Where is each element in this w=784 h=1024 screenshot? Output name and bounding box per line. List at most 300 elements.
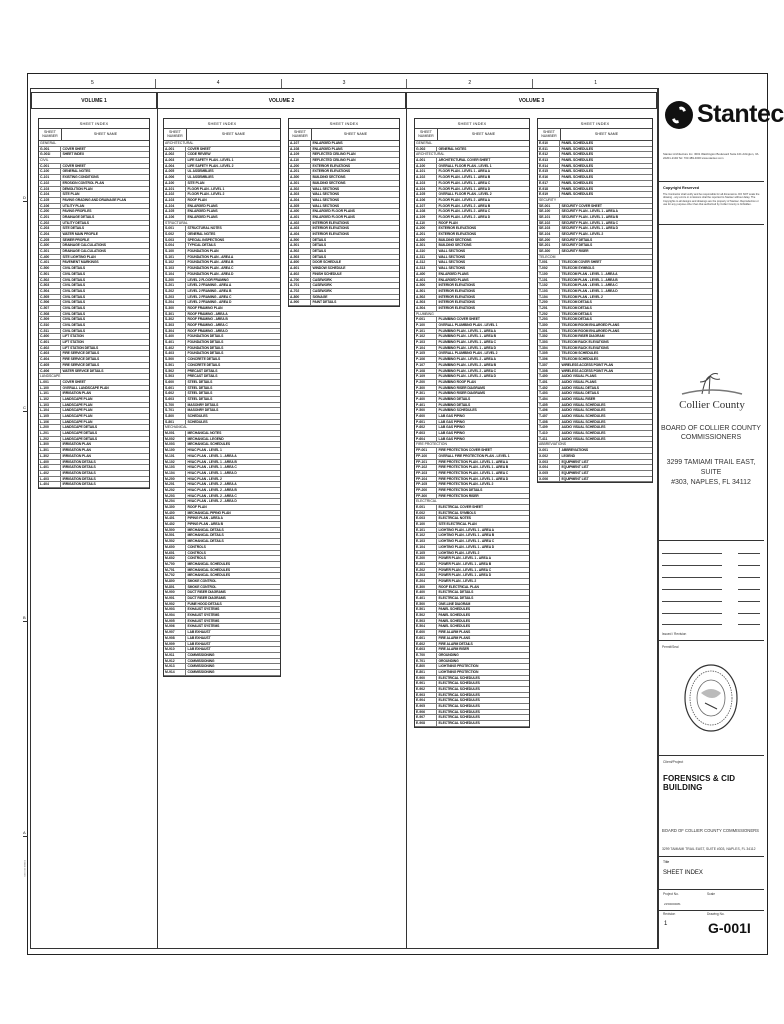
- sheet-number-cell: ELECTRICAL: [416, 499, 437, 504]
- sheet-number-cell: T-403: [538, 391, 560, 396]
- sheet-name-cell: ROOF FRAMING - AREA B: [187, 317, 228, 322]
- sheet-name-cell: GROUNDING: [438, 658, 459, 663]
- sheet-number-cell: M-910: [164, 647, 186, 652]
- sheet-name-cell: AUDIO VISUAL SCHEDULES: [561, 431, 606, 436]
- sheet-name-cell: SECURITY PLAN - LEVEL 1 - AREA C: [561, 220, 619, 225]
- sheet-number-cell: M-202: [164, 488, 186, 493]
- sheet-number-cell: SE-001: [538, 204, 560, 209]
- sheet-name-cell: HVAC PLAN - LEVEL 2: [187, 476, 222, 481]
- sheet-name-cell: STEEL DETAILS: [187, 391, 213, 396]
- sheet-name-cell: FIRE ALARM DETAILS: [438, 641, 473, 646]
- sheet-number-cell: X-002: [538, 454, 560, 459]
- sheet-name-cell: FIRE PROTECTION PLAN - LEVEL 1 - AREA D: [438, 476, 509, 481]
- sheet-name-cell: LAB EXHAUST: [187, 630, 211, 635]
- sheet-number-cell: A-402: [289, 221, 311, 226]
- column-divider: [406, 92, 407, 949]
- sheet-number-cell: E-915: [538, 169, 560, 174]
- sheet-name-cell: DUCT RISER DIAGRAMS: [187, 590, 226, 595]
- sheet-number-cell: E-203: [415, 573, 437, 578]
- sheet-name-cell: ELECTRICAL SYMBOLS: [438, 510, 476, 515]
- sheet-number-cell: C-401: [39, 260, 61, 265]
- sheet-number-cell: S-203: [164, 295, 186, 300]
- sheet-number-cell: P-101: [415, 329, 437, 334]
- sheet-name-cell: INTERIOR ELEVATIONS: [312, 232, 349, 236]
- sheet-number-cell: S-300: [164, 306, 186, 311]
- sheet-number-cell: T-306: [538, 357, 560, 362]
- sheet-number-cell: C-504: [39, 289, 61, 294]
- stantec-logo-text: Stantec: [697, 100, 784, 128]
- sheet-number-cell: PLUMBING: [416, 311, 434, 316]
- zone-label: 3: [282, 79, 408, 88]
- sheet-name-cell: ENLARGED PLANS: [187, 209, 218, 214]
- sheet-name-cell: FIRE PROTECTION PLAN - LEVEL 1 - AREA C: [438, 470, 509, 475]
- sheet-number-cell: A-400: [289, 209, 311, 214]
- sheet-name-cell: MECHANICAL LEGEND: [187, 436, 224, 441]
- sheet-number-cell: GENERAL: [40, 141, 57, 145]
- sheet-name-cell: CONTROLS: [187, 544, 206, 549]
- divider: [658, 224, 764, 225]
- sheet-number-cell: A-800: [289, 295, 311, 300]
- sheet-number-cell: S-800: [164, 414, 186, 419]
- sheet-name-cell: [560, 255, 652, 260]
- sheet-number-cell: L-401: [39, 465, 61, 470]
- table-header-row: [39, 129, 149, 141]
- sheet-name-cell: TELECOM PLAN - LEVEL 1 - AREA D: [561, 288, 618, 293]
- sheet-name-cell: TELECOM RACK ELEVATIONS: [561, 340, 609, 345]
- sheet-name-cell: CIVIL DETAILS: [62, 328, 85, 333]
- zone-label: 1: [594, 80, 597, 86]
- sheet-name-cell: TELECOM SCHEDULES: [561, 357, 599, 362]
- sheet-name-cell: DUCT RISER DIAGRAMS: [187, 596, 226, 600]
- sheet-number-cell: P-107: [415, 363, 437, 368]
- sheet-number-cell: P-401: [415, 403, 437, 408]
- sheet-number-cell: L-104: [39, 408, 61, 413]
- sheet-name-cell: HVAC PLAN - LEVEL 1 - AREA A: [187, 453, 237, 458]
- sheet-name-cell: COMMISSIONING: [187, 664, 215, 669]
- sheet-name-cell: FIRE ALARM RISER: [438, 647, 469, 652]
- sheet-name-cell: TELECOM COVER SHEET: [561, 260, 602, 265]
- title-block: [658, 88, 764, 949]
- sheet-number-cell: A-701: [289, 283, 311, 288]
- sheet-number-cell: A-004: [164, 164, 186, 169]
- sheet-number-cell: E-914: [538, 164, 560, 169]
- sheet-name-cell: CONCRETE DETAILS: [187, 357, 221, 362]
- sheet-number-cell: E-918: [538, 187, 560, 192]
- sheet-name-cell: EXTERIOR ELEVATIONS: [312, 163, 351, 168]
- sheet-name-cell: PANEL SCHEDULES: [561, 175, 594, 180]
- sheet-number-cell: E-801: [415, 670, 437, 675]
- zone-strip: [30, 79, 658, 88]
- sheet-name-cell: ELECTRICAL SCHEDULES: [438, 692, 480, 697]
- sheet-name-cell: EXHAUST SYSTEMS: [187, 618, 220, 623]
- sheet-name-cell: MECHANICAL SCHEDULES: [187, 567, 231, 572]
- sheet-name-cell: OVERALL FIRE PROTECTION PLAN - LEVEL 1: [438, 453, 510, 458]
- sheet-name-cell: [61, 158, 149, 163]
- sheet-name-cell: MECHANICAL DETAILS: [187, 527, 224, 532]
- sheet-number-cell: A-104: [164, 204, 186, 209]
- stantec-logo-icon: [665, 101, 693, 129]
- sheet-name-cell: LANDSCAPE PLAN: [62, 414, 93, 418]
- sheet-number-cell: X-005: [538, 471, 560, 476]
- sheet-number-cell: C-605: [39, 363, 61, 368]
- zone-tick-label: D: [23, 195, 26, 200]
- sheet-number-cell: SE-103: [538, 226, 560, 231]
- sheet-number-cell: G-002: [415, 147, 437, 152]
- sheet-name-cell: DETAILS: [312, 243, 327, 248]
- sheet-number-cell: S-201: [164, 283, 186, 288]
- sheet-name-cell: PANEL SCHEDULES: [561, 163, 594, 168]
- table-row: [538, 477, 652, 483]
- sheet-name-cell: IRRIGATION DETAILS: [62, 459, 96, 464]
- sheet-name-cell: FLOOR PLAN - LEVEL 1: [187, 186, 225, 191]
- sheet-name-cell: CIVIL DETAILS: [62, 305, 85, 310]
- sheet-number-cell: T-102: [538, 283, 560, 288]
- sheet-name-cell: PLUMBING PLAN - LEVEL 2 - AREA A: [438, 357, 496, 362]
- sheet-name-cell: MECHANICAL PIPING PLAN: [187, 510, 231, 515]
- sheet-name-cell: [437, 499, 529, 504]
- sheet-name-cell: FOUNDATION DETAILS: [187, 345, 224, 350]
- sheet-number-cell: E-502: [415, 613, 437, 618]
- sheet-name-cell: SIGNAGE: [312, 294, 328, 299]
- sheet-number-cell: X-004: [538, 465, 560, 470]
- sheet-number-cell: E-400: [415, 590, 437, 595]
- sheet-name-cell: EXTERIOR ELEVATIONS: [438, 226, 477, 231]
- sheet-number-cell: L-103: [39, 403, 61, 408]
- sheet-number-cell: E-900: [415, 676, 437, 681]
- sheet-name-cell: EXTERIOR ELEVATIONS: [312, 169, 351, 174]
- sheet-name-cell: WALL SECTIONS: [312, 203, 340, 208]
- sheet-number-cell: A-103: [164, 198, 186, 203]
- sheet-name-cell: PLUMBING PLAN - LEVEL 1 - AREA A: [438, 328, 496, 333]
- sheet-name-cell: SMOKE CONTROL: [187, 578, 217, 583]
- sheet-name-cell: FIRE SERVICE DETAILS: [62, 357, 100, 362]
- sheet-number-cell: S-104: [164, 272, 186, 277]
- sheet-name-cell: FOUNDATION DETAILS: [187, 334, 224, 339]
- sheet-number-cell: A-302: [289, 187, 311, 192]
- sheet-name-cell: POWER PLAN - LEVEL 1 - AREA C: [438, 567, 492, 572]
- zone-tick-label: C: [23, 405, 26, 410]
- sheet-name-cell: FOUNDATION PLAN - AREA A: [187, 254, 234, 259]
- sheet-number-cell: G-001: [39, 147, 61, 152]
- sheet-number-cell: A-103: [415, 181, 437, 186]
- sheet-number-cell: C-500: [39, 266, 61, 271]
- sheet-name-cell: LEVEL 2 FLOOR FRAMING: [187, 277, 229, 282]
- sheet-number-cell: C-100: [39, 169, 61, 174]
- sheet-number-cell: L-101: [39, 391, 61, 396]
- sheet-name-cell: ENLARGED PLANS: [187, 203, 218, 208]
- sheet-name-cell: PLUMBING COVER SHEET: [438, 317, 480, 322]
- sheet-number-cell: E-002: [415, 511, 437, 516]
- sheet-number-cell: T-411: [538, 437, 560, 442]
- sheet-number-cell: E-101: [415, 528, 437, 533]
- revision-line: [662, 553, 722, 554]
- table-row: [164, 670, 280, 676]
- sheet-name-cell: FOUNDATION PLAN - AREA D: [187, 271, 234, 276]
- sheet-number-cell: C-205: [39, 238, 61, 243]
- sheet-number-cell: C-503: [39, 283, 61, 288]
- sheet-number-cell: M-913: [164, 664, 186, 669]
- revision-line: [662, 624, 722, 625]
- sheet-name-cell: DRAINAGE CALCULATIONS: [62, 249, 106, 254]
- divider: [658, 640, 764, 641]
- divider: [658, 910, 764, 911]
- sheet-name-cell: PAVING GRADING AND DRAINAGE PLAN: [62, 197, 127, 202]
- sheet-name-cell: LAB GAS PIPING: [438, 425, 465, 430]
- sheet-number-cell: A-305: [289, 204, 311, 209]
- sheet-number-cell: A-104: [415, 187, 437, 192]
- sheet-number-cell: M-101: [164, 454, 186, 459]
- sheet-number-cell: T-301: [538, 329, 560, 334]
- sheet-number-cell: A-003: [164, 158, 186, 163]
- sheet-number-cell: S-102: [164, 260, 186, 265]
- sheet-number-cell: A-001: [164, 147, 186, 152]
- sheet-number-cell: M-103: [164, 465, 186, 470]
- sheet-number-cell: T-103: [538, 289, 560, 294]
- sheet-name-cell: WALL SECTIONS: [438, 254, 466, 259]
- sheet-name-cell: ONE-LINE DIAGRAM: [438, 601, 471, 606]
- sheet-name-cell: PANEL SCHEDULES: [438, 607, 471, 612]
- sheet-number-cell: E-200: [415, 556, 437, 561]
- sheet-number-cell: M-911: [164, 653, 186, 658]
- sheet-number-cell: S-004: [164, 243, 186, 248]
- sheet-number-cell: S-602: [164, 391, 186, 396]
- sheet-name-cell: FLOOR PLAN - LEVEL 1 - AREA A: [438, 169, 490, 174]
- sheet-number-cell: A-100: [164, 181, 186, 186]
- sheet-number-cell: T-405: [538, 403, 560, 408]
- sheet-name-cell: BUILDING SECTIONS: [312, 180, 346, 185]
- sheet-name-cell: REFLECTED CEILING PLAN: [312, 158, 356, 163]
- sheet-number-cell: P-102: [415, 334, 437, 339]
- sheet-number-cell: S-200: [164, 278, 186, 283]
- zone-label: 5: [30, 79, 156, 88]
- sheet-name-cell: CIVIL DETAILS: [62, 311, 85, 316]
- sheet-number-cell: L-400: [39, 460, 61, 465]
- sheet-number-cell: FP-200: [415, 488, 437, 493]
- sheet-name-cell: CASEWORK: [312, 288, 332, 293]
- sheet-name-cell: WINDOW SCHEDULE: [312, 266, 346, 271]
- zone-tick: [23, 411, 28, 412]
- sheet-name-cell: REFLECTED CEILING PLAN: [312, 152, 356, 157]
- zone-label: 2: [407, 79, 533, 88]
- sheet-name-cell: [186, 425, 280, 430]
- sheet-name-cell: WALL SECTIONS: [438, 249, 466, 254]
- sheet-number-cell: P-602: [415, 425, 437, 430]
- sheet-number-cell: A-501: [415, 289, 437, 294]
- sheet-number-cell: FP-105: [415, 482, 437, 487]
- sheet-number-cell: A-200: [289, 164, 311, 169]
- sheet-name-cell: ENLARGED PLANS: [438, 271, 469, 276]
- sheet-number-cell: CIVIL: [40, 158, 49, 163]
- sheet-name-cell: DRAINAGE CALCULATIONS: [62, 243, 106, 248]
- sheet-number-cell: L-403: [39, 477, 61, 482]
- sheet-name-cell: MASONRY DETAILS: [187, 408, 219, 413]
- sheet-name-cell: ROOF FRAMING - AREA A: [187, 311, 228, 316]
- sheet-name-cell: POWER PLAN - LEVEL 2: [438, 578, 477, 583]
- project-no-label: Project No.: [663, 892, 679, 896]
- sheet-name-cell: DRAINAGE DETAILS: [62, 214, 95, 219]
- sheet-name-cell: HVAC PLAN - LEVEL 2 - AREA B: [187, 487, 237, 492]
- divider: [658, 181, 764, 182]
- sheet-name-cell: INTERIOR ELEVATIONS: [438, 294, 475, 299]
- copyright-text: The Contractor shall verify and be responsible for all dimensions. DO NOT scale the drawing - any errors or omissions shall be reported to Stantec without delay. The Copyrights to all designs and drawings are the property of Stantec. Reproduction or use for any purpose other than that authorized by Collier County is forbidden.: [663, 193, 760, 207]
- sheet-number-cell: T-200: [538, 300, 560, 305]
- sheet-number-cell: P-603: [415, 431, 437, 436]
- sheet-number-cell: L-001: [39, 380, 61, 385]
- sheet-number-cell: S-001: [164, 226, 186, 231]
- sheet-number-cell: E-901: [415, 681, 437, 686]
- sheet-name-cell: ENLARGED FLOOR PLANS: [312, 214, 355, 219]
- sheet-number-cell: E-104: [415, 545, 437, 550]
- sheet-name-cell: AUDIO VISUAL SCHEDULES: [561, 402, 606, 407]
- sheet-name-cell: OVERALL FLOOR PLAN - LEVEL 1: [438, 163, 492, 168]
- sheet-number-cell: ABBREVIATIONS: [539, 442, 567, 447]
- sheet-name-cell: EXHAUST SYSTEMS: [187, 613, 220, 618]
- sheet-number-cell: A-001: [415, 158, 437, 163]
- owner-address-line2: #303, NAPLES, FL 34112: [671, 479, 751, 486]
- sheet-name-cell: LANDSCAPE PLAN: [62, 408, 93, 413]
- sheet-name-cell: [437, 152, 529, 157]
- sheet-number-cell: C-103: [39, 187, 61, 192]
- sheet-name-cell: AUDIO VISUAL DETAILS: [561, 385, 599, 390]
- sheet-number-cell: SE-201: [538, 243, 560, 248]
- sheet-name-cell: PAINT DETAILS: [312, 300, 337, 305]
- sheet-name-cell: TELECOM DETAILS: [561, 300, 592, 305]
- sheet-number-cell: M-002: [164, 437, 186, 442]
- sheet-number-cell: S-401: [164, 340, 186, 345]
- sheet-number-cell: A-502: [289, 249, 311, 254]
- sheet-name-cell: IRRIGATION PLAN: [62, 448, 91, 453]
- sheet-name-cell: COVER SHEET: [187, 146, 211, 151]
- sheet-number-cell: MECHANICAL: [165, 425, 188, 430]
- sheet-name-cell: DETAILS: [312, 237, 327, 242]
- sheet-name-cell: FLOOR PLAN - LEVEL 1 - AREA C: [438, 180, 491, 185]
- sheet-name-cell: COVER SHEET: [62, 146, 86, 151]
- sheet-index-table: [537, 118, 653, 483]
- revision-line: [662, 589, 722, 590]
- sheet-name-cell: HVAC PLAN - LEVEL 1 - AREA C: [187, 465, 237, 470]
- owner-address-line1: 3299 TAMIAMI TRAIL EAST, SUITE: [666, 459, 756, 476]
- sheet-name-cell: WATER SERVICE DETAILS: [62, 368, 104, 373]
- board-name: BOARD OF COLLIER COUNTY COMMISSIONERS: [661, 425, 761, 441]
- sheet-name-cell: SITE PLAN: [187, 180, 205, 185]
- sheet-number-cell: P-103: [415, 340, 437, 345]
- sheet-number-cell: C-203: [39, 226, 61, 231]
- sheet-number-cell: C-604: [39, 357, 61, 362]
- sheet-number-cell: P-500: [415, 408, 437, 413]
- sheet-number-cell: ARCHITECTURAL: [165, 141, 194, 145]
- sheet-name-cell: [186, 141, 280, 146]
- sheet-name-cell: POWER PLAN - LEVEL 1 - AREA B: [438, 561, 492, 566]
- sheet-name-cell: FOUNDATION PLAN - AREA C: [187, 266, 234, 271]
- sheet-number-cell: A-400: [415, 272, 437, 277]
- sheet-number-cell: C-105: [39, 198, 61, 203]
- sheet-number-cell: E-201: [415, 562, 437, 567]
- sheet-name-cell: EQUIPMENT LIST: [561, 465, 589, 470]
- sheet-name-cell: CIVIL DETAILS: [62, 317, 85, 322]
- project-number: 2150000081: [664, 902, 681, 906]
- sheet-name-cell: ENLARGED PLANS: [438, 277, 469, 282]
- sheet-name-cell: SCHEDULES: [187, 419, 208, 424]
- sheet-name-cell: TELECOM PLAN - LEVEL 1 - AREA A: [561, 271, 618, 276]
- sheet-number-cell: P-108: [415, 369, 437, 374]
- sheet-number-cell: S-303: [164, 323, 186, 328]
- sheet-number-cell: S-402: [164, 346, 186, 351]
- sheet-name-cell: WALL SECTIONS: [438, 260, 466, 265]
- sheet-number-cell: E-300: [415, 585, 437, 590]
- sheet-number-cell: E-905: [415, 704, 437, 709]
- sheet-number-cell: C-101: [39, 175, 61, 180]
- sheet-name-cell: OVERALL PLUMBING PLAN - LEVEL 2: [438, 351, 498, 356]
- sheet-number-cell: A-700: [289, 278, 311, 283]
- sheet-number-cell: A-504: [415, 306, 437, 311]
- sheet-number-cell: S-403: [164, 351, 186, 356]
- sheet-name-cell: SITE ELECTRICAL PLAN: [438, 522, 477, 527]
- client-project-label: Client/Project: [663, 760, 684, 764]
- sheet-number-cell: A-102: [415, 175, 437, 180]
- sheet-name-cell: HVAC PLAN - LEVEL 2 - AREA D: [187, 499, 237, 504]
- sheet-name-cell: HVAC PLAN - LEVEL 1: [187, 448, 222, 453]
- sheet-number-cell: M-701: [164, 568, 186, 573]
- sheet-name-cell: STEEL DETAILS: [187, 385, 213, 390]
- sheet-number-cell: GENERAL: [416, 141, 433, 145]
- sheet-number-cell: A-301: [289, 181, 311, 186]
- sheet-number-cell: P-106: [415, 357, 437, 362]
- sheet-name-cell: PLUMBING PLAN - LEVEL 2 - AREA D: [438, 374, 497, 379]
- sheet-number-cell: C-300: [39, 243, 61, 248]
- sheet-name-cell: CASEWORK: [312, 283, 332, 288]
- sheet-number-cell: A-107: [289, 141, 311, 146]
- sheet-name-cell: TELECOM PLAN - LEVEL 2: [561, 294, 603, 299]
- table-row: [289, 300, 399, 306]
- sheet-name-cell: FIRE SERVICE DETAILS: [62, 351, 100, 356]
- sheet-number-cell: E-908: [415, 721, 437, 726]
- collier-county-logo: [672, 372, 752, 418]
- sheet-name-cell: FUME HOOD DETAILS: [187, 601, 222, 606]
- sheet-name-cell: CASEWORK: [312, 277, 332, 282]
- sheet-name-cell: SECURITY RISER: [561, 249, 589, 254]
- sheet-number-cell: E-600: [415, 630, 437, 635]
- sheet-number-cell: P-400: [415, 397, 437, 402]
- sheet-number-cell: M-104: [164, 471, 186, 476]
- sheet-number-cell: C-202: [39, 221, 61, 226]
- divider: [658, 889, 764, 890]
- sheet-number-cell: M-901: [164, 596, 186, 601]
- sheet-name-cell: FIRE ALARM PLANS: [438, 635, 471, 640]
- sheet-number-cell: T-305: [538, 351, 560, 356]
- sheet-name-cell: LIGHTING PLAN - LEVEL 1 - AREA C: [438, 539, 495, 544]
- sheet-name-cell: PRECAST DETAILS: [187, 368, 218, 373]
- sheet-name-cell: SECURITY DETAILS: [561, 237, 593, 242]
- revision-line: [662, 577, 722, 578]
- sheet-name-cell: FIRE PROTECTION DETAILS: [438, 487, 483, 492]
- revision-line: [738, 553, 760, 554]
- sheet-number-cell: M-909: [164, 642, 186, 647]
- sheet-number-cell: C-509: [39, 317, 61, 322]
- sheet-number-cell: A-500: [289, 238, 311, 243]
- sheet-name-cell: PLUMBING DETAILS: [438, 396, 471, 401]
- sheet-number-cell: A-105: [164, 209, 186, 214]
- sheet-name-cell: ELECTRICAL SCHEDULES: [438, 675, 480, 680]
- sheet-name-cell: ENLARGED PLANS: [187, 214, 218, 219]
- sheet-number-cell: M-201: [164, 482, 186, 487]
- sheet-name-cell: PANEL SCHEDULES: [561, 180, 594, 185]
- sheet-name-cell: AUDIO VISUAL SCHEDULES: [561, 425, 606, 430]
- sheet-name-cell: COMMISSIONING: [187, 652, 215, 657]
- sheet-number-cell: L-102: [39, 397, 61, 402]
- sheet-name-cell: [560, 442, 652, 447]
- sheet-number-cell: L-100: [39, 386, 61, 391]
- sheet-name-cell: FLOOR PLAN - LEVEL 2 - AREA B: [438, 203, 491, 208]
